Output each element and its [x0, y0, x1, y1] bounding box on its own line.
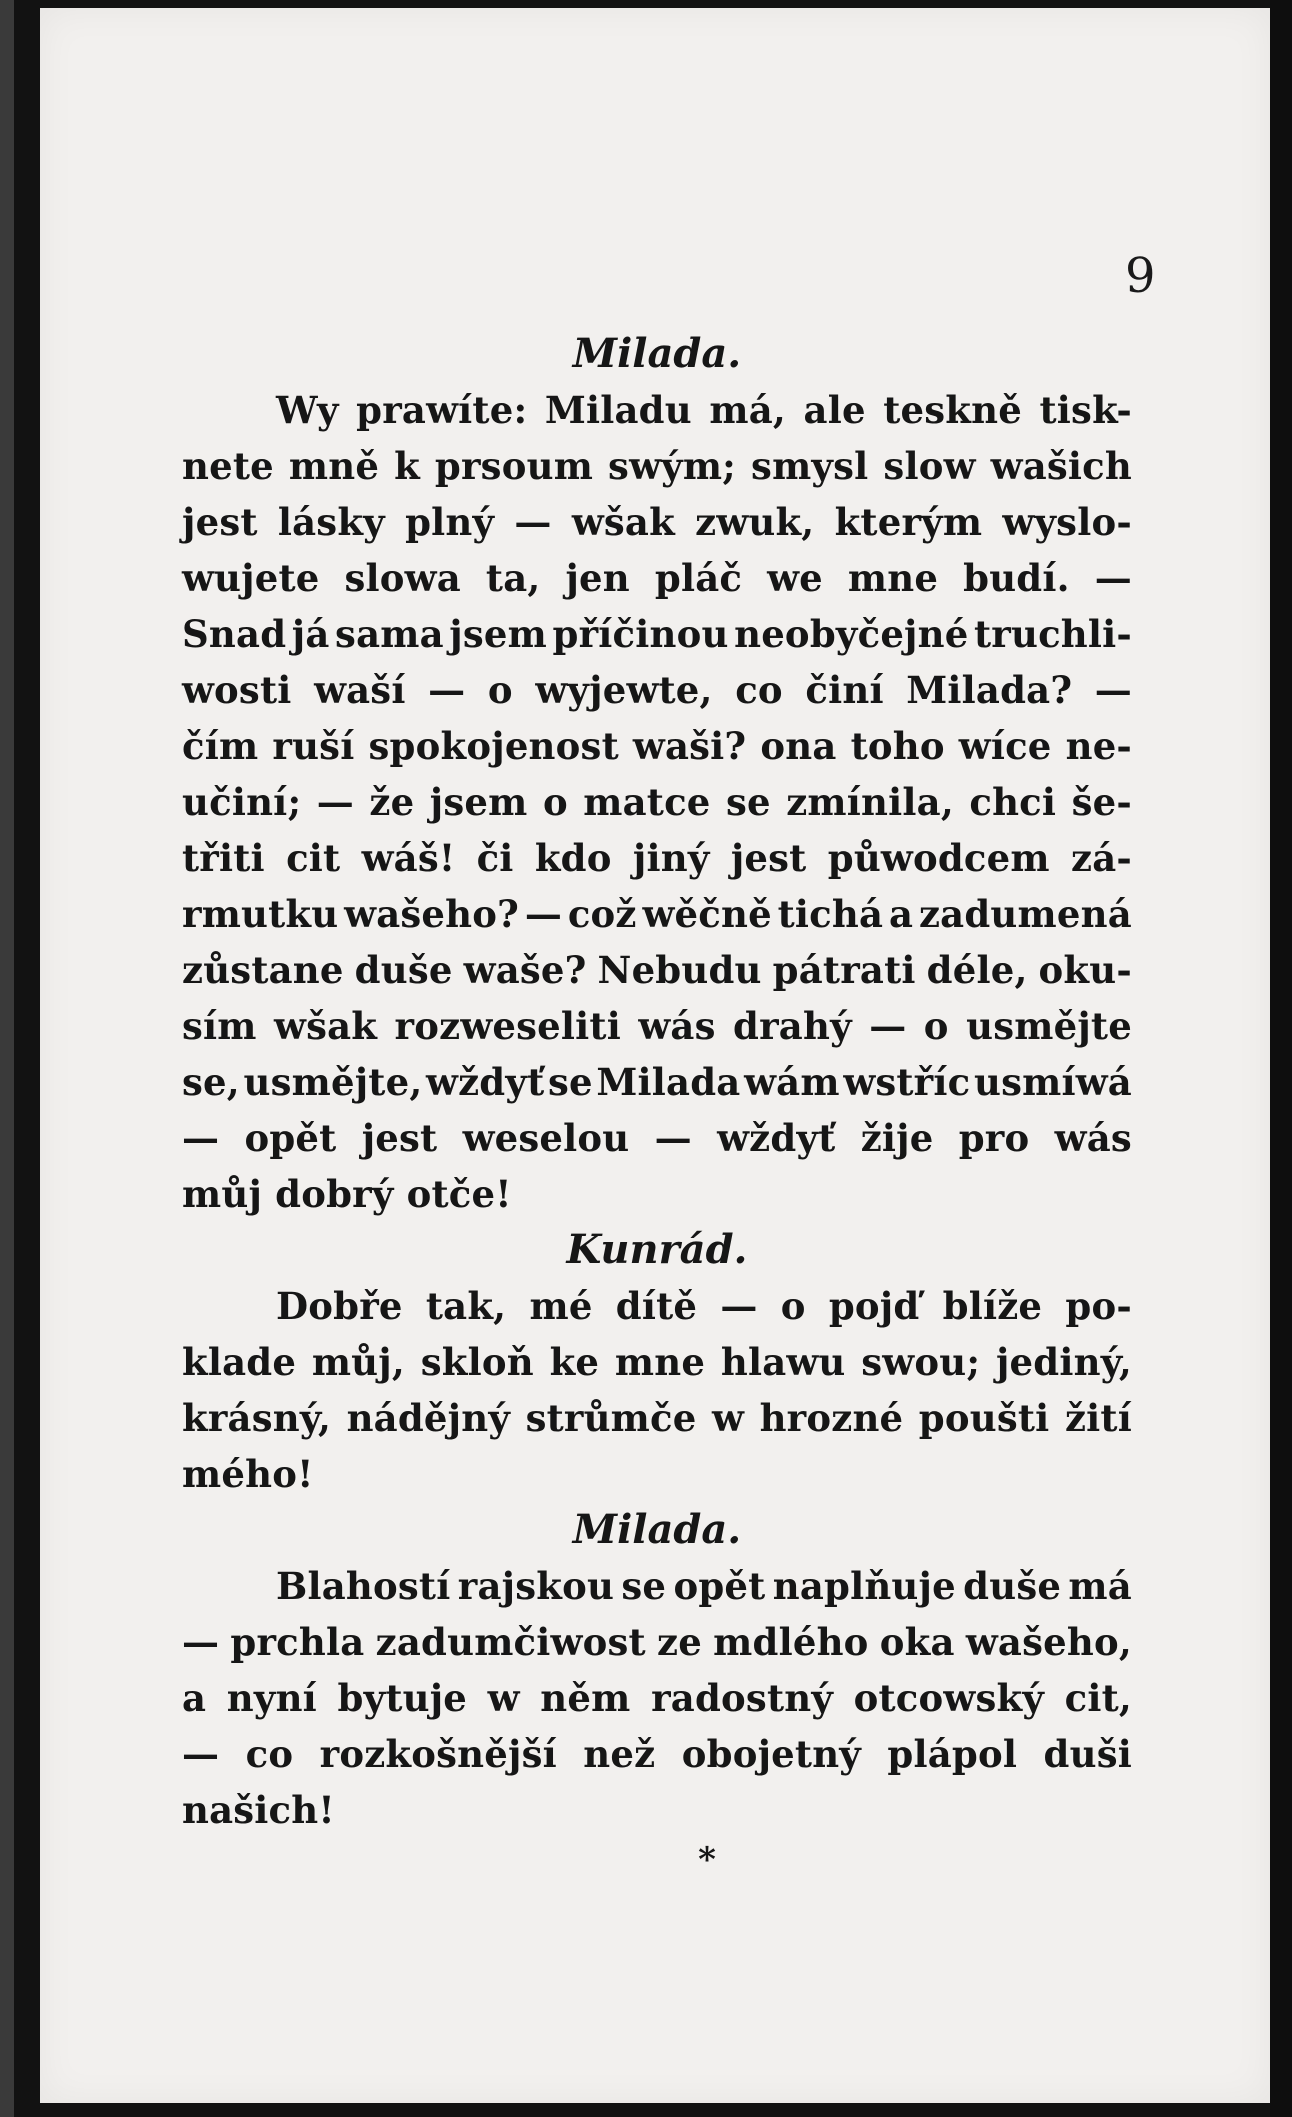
- text-line: wujete slowa ta, jen pláč we mne budí. —: [182, 556, 1132, 600]
- speaker-name: Milada.: [572, 330, 742, 377]
- text-line: krásný, nádějný strůmče w hrozné poušti žití: [182, 1396, 1132, 1440]
- text-line: klade můj, skloň ke mne hlawu swou; jediný,: [182, 1340, 1132, 1384]
- text-line: můj dobrý otče!: [182, 1172, 512, 1216]
- text-line: zůstane duše waše? Nebudu pátrati déle, oku-: [182, 948, 1132, 992]
- text-line: a nyní bytuje w něm radostný otcowský cit,: [182, 1676, 1132, 1720]
- scan-right-edge: [1270, 0, 1292, 2117]
- footer-mark: *: [698, 1840, 716, 1880]
- text-line: rmutku wašeho? — což wěčně tichá a zadumená: [182, 892, 1132, 936]
- dialogue-text: [182, 326, 1132, 1882]
- text-line: učiní; — že jsem o matce se zmínila, chci še-: [182, 780, 1132, 824]
- scan-left-edge: [0, 0, 14, 2117]
- text-line: Snad já sama jsem příčinou neobyčejné truchli-: [182, 612, 1132, 656]
- text-line: Dobře tak, mé dítě — o pojď blíže po-: [276, 1284, 1132, 1328]
- speaker-name: Milada.: [572, 1506, 742, 1553]
- text-line: — opět jest weselou — wždyť žije pro wás: [182, 1116, 1132, 1160]
- text-line: jest lásky plný — wšak zwuk, kterým wyslo-: [182, 500, 1132, 544]
- text-line: Blahostí rajskou se opět naplňuje duše má: [276, 1564, 1132, 1608]
- text-line: našich!: [182, 1788, 335, 1832]
- book-page: [40, 8, 1270, 2103]
- text-line: — prchla zadumčiwost ze mdlého oka wašeho,: [182, 1620, 1132, 1664]
- text-line: mého!: [182, 1452, 314, 1496]
- text-line: sím wšak rozweseliti wás drahý — o usmějte: [182, 1004, 1132, 1048]
- text-line: třiti cit wáš! či kdo jiný jest půwodcem zá-: [182, 836, 1132, 880]
- text-line: nete mně k prsoum swým; smysl slow wašich: [182, 444, 1132, 488]
- text-line: se, usmějte, wždyť se Milada wám wstříc usmíwá: [182, 1060, 1132, 1104]
- text-line: Wy prawíte: Miladu má, ale teskně tisk-: [276, 388, 1132, 432]
- text-line: wosti waší — o wyjewte, co činí Milada? —: [182, 668, 1132, 712]
- speaker-name: Kunrád.: [566, 1226, 748, 1273]
- text-line: — co rozkošnější než obojetný plápol duši: [182, 1732, 1132, 1776]
- text-line: čím ruší spokojenost waši? ona toho wíce ne-: [182, 724, 1132, 768]
- page-number: 9: [1125, 248, 1156, 304]
